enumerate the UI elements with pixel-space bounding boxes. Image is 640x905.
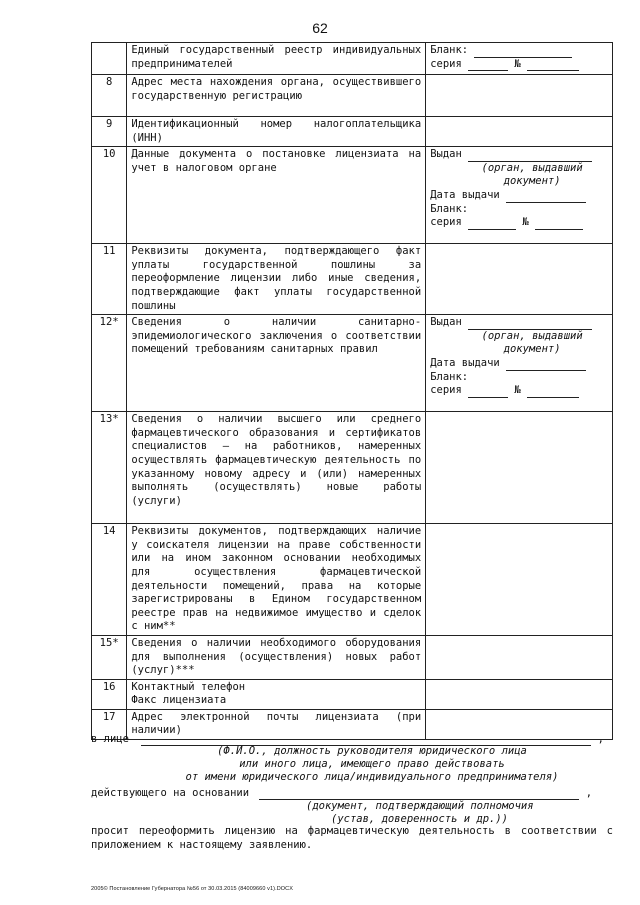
fax-label: Факс лицензиата [131, 694, 227, 707]
row-number: 15* [92, 635, 127, 679]
issued-label: Выдан [430, 148, 462, 161]
number-field[interactable] [535, 218, 583, 230]
row-number: 9 [92, 117, 127, 147]
row-value [426, 147, 613, 244]
comma: , [597, 733, 604, 745]
number-label: № [514, 57, 521, 70]
issue-date-label: Дата выдачи [430, 356, 500, 369]
comma: , [585, 787, 593, 799]
blank-field[interactable] [474, 46, 572, 58]
table-row [92, 147, 613, 244]
table-row [92, 679, 613, 709]
number-field[interactable] [527, 59, 579, 71]
acting-label: действующего на основании [91, 787, 250, 799]
series-field[interactable] [468, 218, 516, 230]
table-row [92, 244, 613, 315]
issued-label: Выдан [430, 316, 462, 329]
table-row [92, 43, 613, 75]
row-value[interactable] [426, 117, 613, 147]
series-field[interactable] [468, 386, 508, 398]
number-label: № [522, 216, 529, 229]
request-paragraph: просит переоформить лицензию на фармацевтическую деятельность в соответствии с приложением к настоящему заявлению. [91, 825, 613, 851]
table-row [92, 75, 613, 117]
row-value [426, 315, 613, 412]
row-value[interactable] [426, 244, 613, 315]
row-description: Реквизиты документов, подтверждающих наличие у соискателя лицензии на праве собственности или на ином законном основании необходимых для осуществления фармацевтической деятельности помещений, права на которые зарегистрированы в Едином государственном реестре прав на недвижимое имущество и сделок с ним** [127, 524, 426, 636]
blank-label: Бланк: [430, 202, 469, 215]
row-description: Идентификационный номер налогоплательщика (ИНН) [127, 117, 426, 147]
table-row [92, 524, 613, 636]
row-description: Адрес электронной почты лицензиата (при наличии) [127, 709, 426, 739]
representative-line [91, 732, 613, 746]
row-number [92, 43, 127, 75]
page-number: 62 [312, 20, 328, 36]
series-label: серия [430, 384, 462, 397]
row-number: 11 [92, 244, 127, 315]
series-label: серия [430, 216, 462, 229]
row-value[interactable] [426, 679, 613, 709]
basis-field[interactable] [259, 788, 579, 800]
row-number: 16 [92, 679, 127, 709]
table-row [92, 412, 613, 524]
row-number: 13* [92, 412, 127, 524]
issuer-hint: (орган, выдавший документ) [481, 329, 583, 356]
row-description: Данные документа о постановке лицензиата на учет в налоговом органе [127, 147, 426, 244]
table-row [92, 635, 613, 679]
row-number: 12* [92, 315, 127, 412]
row-description: Сведения о наличии необходимого оборудования для выполнения (осуществления) новых работ (услуг)*** [127, 635, 426, 679]
table-row [92, 315, 613, 412]
hint-line: от имени юридического лица/индивидуального предпринимателя) [185, 771, 559, 783]
hint-line: (устав, доверенность и др.)) [331, 813, 509, 825]
row-description: Адрес места нахождения органа, осуществившего государственную регистрацию [127, 75, 426, 117]
row-number: 14 [92, 524, 127, 636]
issuer-hint: (орган, выдавший документ) [481, 161, 583, 188]
row-number: 10 [92, 147, 127, 244]
issue-date-field[interactable] [506, 359, 586, 371]
series-label: серия [430, 57, 462, 70]
blank-label: Бланк: [430, 370, 469, 383]
in-person-label: в лице [91, 733, 129, 745]
row-value[interactable] [426, 524, 613, 636]
hint-line: или иного лица, имеющего право действовать [239, 758, 505, 770]
row-value[interactable] [426, 635, 613, 679]
issued-field[interactable] [468, 318, 592, 330]
row-number: 8 [92, 75, 127, 117]
row-value[interactable] [426, 75, 613, 117]
issue-date-label: Дата выдачи [430, 188, 500, 201]
row-number: 17 [92, 709, 127, 739]
issue-date-field[interactable] [506, 191, 586, 203]
number-field[interactable] [527, 386, 579, 398]
phone-label: Контактный телефон [131, 680, 246, 693]
hint-line: (Ф.И.О., должность руководителя юридического лица [217, 745, 527, 757]
issued-field[interactable] [468, 150, 592, 162]
representative-hint [91, 745, 613, 784]
row-description: Реквизиты документа, подтверждающего факт уплаты государственной пошлины за переоформление лицензии либо иные сведения, подтверждающие факт уплаты государственной пошлины [127, 244, 426, 315]
basis-line [91, 786, 613, 800]
number-label: № [514, 384, 521, 397]
table-row [92, 117, 613, 147]
hint-line: (документ, подтверждающий полномочия [306, 800, 534, 812]
document-footer: 2005© Постановление Губернатора №56 от 30.03.2015 (84009660 v1).DOCX [91, 886, 293, 892]
series-field[interactable] [468, 59, 508, 71]
row-description: Единый государственный реестр индивидуальных предпринимателей [127, 43, 426, 75]
blank-label: Бланк: [430, 44, 469, 56]
row-value [426, 43, 613, 75]
basis-hint [91, 800, 613, 826]
row-description: Сведения о наличии санитарно-эпидемиологического заключения о соответствии помещений требованиям санитарных правил [127, 315, 426, 412]
row-value[interactable] [426, 412, 613, 524]
row-description [127, 679, 426, 709]
application-table [91, 42, 613, 740]
row-description: Сведения о наличии высшего или среднего фармацевтического образования и сертификатов специалистов – на работников, намеренных осуществлять фармацевтическую деятельность по указанному новому адресу и (или) намеренных выполнять (осуществлять) новые работы (услуги) [127, 412, 426, 524]
